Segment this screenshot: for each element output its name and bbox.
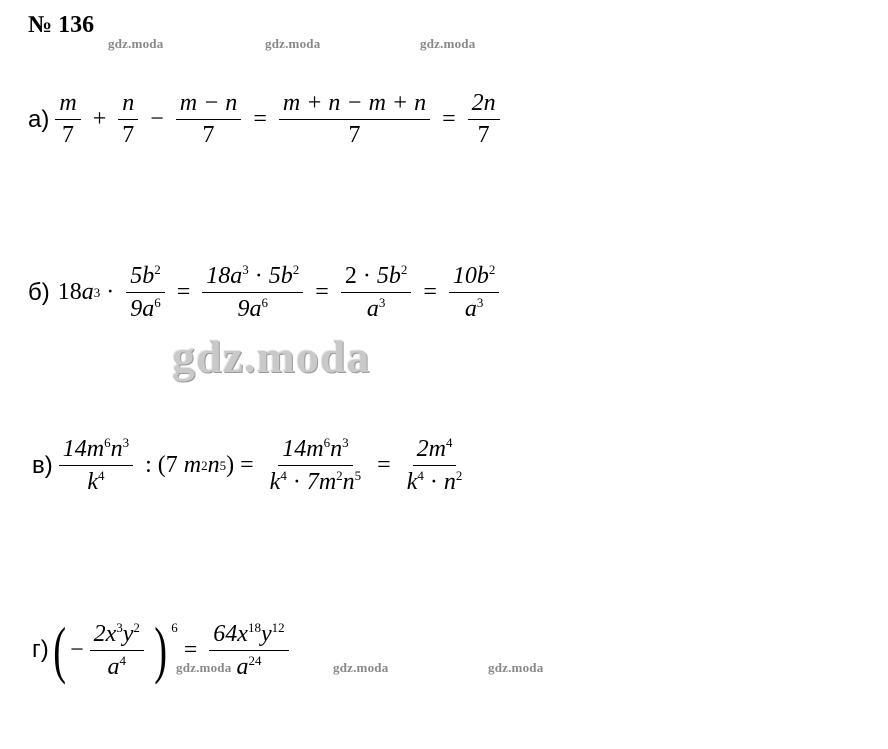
fraction: $\frac{14m^6n^3}{k^4}$: [59, 435, 133, 496]
fraction: $\frac{m}{7}$: [55, 90, 80, 149]
item-label: б): [28, 278, 50, 306]
item-label: г): [32, 636, 49, 663]
fraction: $\frac{18a^3 \cdot 5b^2}{9a^6}$: [202, 262, 303, 323]
fraction: $\frac{2 \cdot 5b^2}{a^3}$: [341, 262, 412, 323]
equation-c: в) $\frac{14m^6n^3}{k^4}$ : ( 7 m 2 n 5 ) = $\frac{14m^6n^3}{k^4 \cdot 7m^2n^5}$ = $\frac{2m^4}{k^4 \cdot n^2}$: [32, 435, 472, 496]
watermark-large: gdz.moda: [172, 331, 371, 382]
equation-a: а) $\frac{m}{7}$ + $\frac{n}{7}$ − $\frac{m - n}{7}$ = $\frac{m + n - m + n}{7}$ = $\frac{2n}{7}$: [28, 90, 506, 149]
item-label: в): [32, 451, 53, 479]
fraction: $\frac{m + n - m + n}{7}$: [279, 90, 430, 149]
fraction: $\frac{2n}{7}$: [468, 90, 500, 149]
item-label: а): [28, 105, 50, 133]
watermark: gdz.moda: [420, 36, 476, 51]
fraction: $\frac{14m^6n^3}{k^4 \cdot 7m^2n^5}$: [269, 435, 362, 495]
watermark: gdz.moda: [333, 660, 389, 675]
watermark: gdz.moda: [488, 660, 544, 675]
fraction: $\frac{64x^{18}y^{12}}{a^{24}}$: [209, 620, 288, 681]
fraction: $\frac{5b^2}{9a^6}$: [126, 262, 165, 323]
equation-b: б) 18 a 3 · $\frac{5b^2}{9a^6}$ = $\frac{18a^3 \cdot 5b^2}{9a^6}$ = $\frac{2 \cdot 5b^2}{a^3}$ = $\frac{10b^2}{a^3}$: [28, 262, 505, 323]
watermark: gdz.moda: [176, 660, 232, 675]
equation-d: г) ( − $\frac{2x^3y^2}{a^4}$ ) $^6$ = $\frac{64x^{18}y^{12}}{a^{24}}$: [32, 618, 295, 682]
fraction: $\frac{2x^3y^2}{a^4}$: [90, 620, 144, 681]
fraction: $\frac{m - n}{7}$: [176, 90, 242, 149]
watermark: gdz.moda: [265, 36, 321, 51]
problem-number: № 136: [28, 12, 95, 38]
fraction: $\frac{10b^2}{a^3}$: [449, 262, 500, 323]
fraction: $\frac{2m^4}{k^4 \cdot n^2}$: [406, 435, 463, 495]
fraction: $\frac{n}{7}$: [118, 90, 138, 149]
watermark: gdz.moda: [108, 36, 164, 51]
